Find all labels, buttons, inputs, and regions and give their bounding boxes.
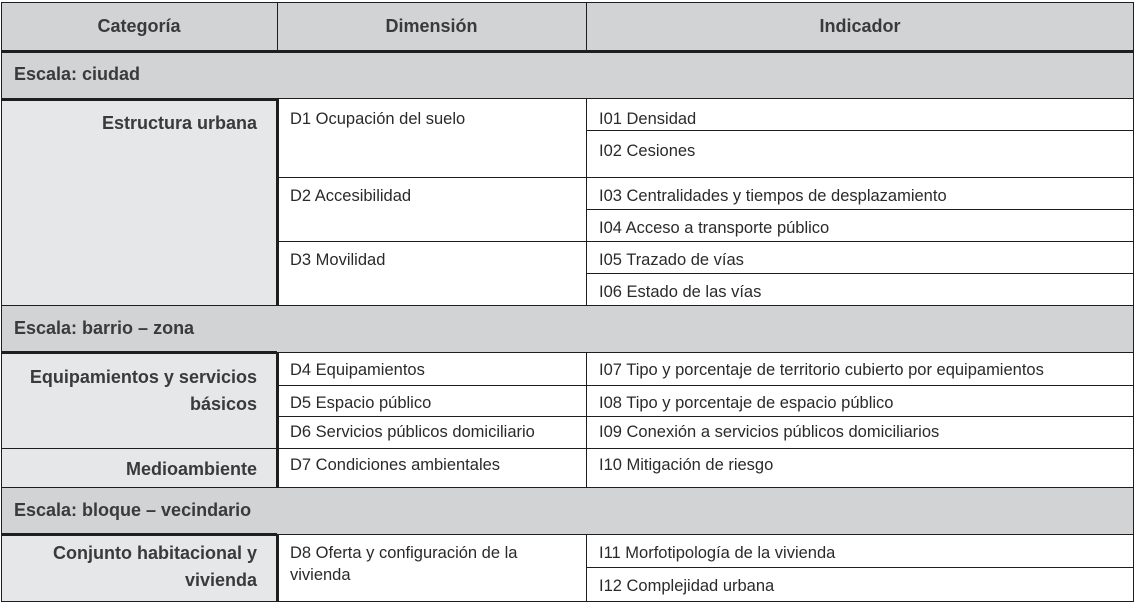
dimension-d6: D6 Servicios públicos domiciliario bbox=[277, 416, 586, 448]
dimension-d4: D4 Equipamientos bbox=[277, 352, 586, 385]
dimension-d1: D1 Ocupación del suelo bbox=[277, 98, 586, 177]
indicator-i04: I04 Acceso a transporte público bbox=[586, 209, 1134, 241]
category-equipamientos-line2: básicos bbox=[189, 394, 257, 414]
dimension-d8-line2: vivienda bbox=[290, 566, 351, 584]
scale2-bottom-rule-thick bbox=[1, 351, 277, 354]
rule-d2-d3 bbox=[277, 241, 1134, 242]
rule-d5-d6 bbox=[277, 416, 1134, 417]
dim3-right-rule bbox=[586, 534, 587, 602]
dimension-d5: D5 Espacio público bbox=[277, 385, 586, 416]
indicator-i07: I07 Tipo y porcentaje de territorio cubierto por equipamientos bbox=[586, 352, 1134, 385]
cat3-right-rule bbox=[276, 534, 279, 602]
category-medioambiente: Medioambiente bbox=[1, 448, 277, 487]
indicator-i08: I08 Tipo y porcentaje de espacio público bbox=[586, 385, 1134, 416]
dim2-right-rule bbox=[586, 352, 587, 487]
indicator-i03: I03 Centralidades y tiempos de desplazamiento bbox=[586, 177, 1134, 209]
border-top bbox=[1, 2, 1134, 3]
scale1-bottom-rule-thick bbox=[1, 98, 277, 101]
category-equipamientos-servicios bbox=[1, 352, 277, 448]
category-estructura-urbana: Estructura urbana bbox=[1, 98, 277, 305]
indicator-i11: I11 Morfotipología de la vivienda bbox=[586, 534, 1134, 567]
header-divider-2 bbox=[586, 2, 587, 51]
indicator-i01: I01 Densidad bbox=[586, 98, 1134, 130]
category-equipamientos-line1: Equipamientos y servicios bbox=[29, 367, 257, 387]
scale-row-barrio-zona: Escala: barrio – zona bbox=[1, 305, 1134, 352]
indicator-i12: I12 Complejidad urbana bbox=[586, 567, 1134, 602]
header-divider-1 bbox=[277, 2, 278, 51]
dimension-d2: D2 Accesibilidad bbox=[277, 177, 586, 241]
cat1-right-rule bbox=[276, 98, 279, 305]
rule-i01-i02 bbox=[586, 130, 1134, 131]
scale3-bottom-rule bbox=[277, 534, 1134, 535]
category-conjunto-line1: Conjunto habitacional y bbox=[52, 543, 257, 563]
scale3-bottom-rule-thick bbox=[1, 533, 277, 536]
scale2-bottom-rule bbox=[277, 352, 1134, 353]
indicator-i06: I06 Estado de las vías bbox=[586, 273, 1134, 305]
rule-d6-d7 bbox=[1, 448, 1134, 449]
cat2-right-rule bbox=[276, 352, 279, 487]
scale-row-ciudad: Escala: ciudad bbox=[1, 51, 1134, 98]
border-left bbox=[1, 2, 2, 602]
rule-d4-d5 bbox=[277, 385, 1134, 386]
rule-i11-i12 bbox=[586, 567, 1134, 568]
rule-section2-end bbox=[1, 487, 1134, 488]
border-bottom bbox=[1, 601, 1134, 602]
scale-row-bloque-vecindario: Escala: bloque – vecindario bbox=[1, 487, 1134, 534]
indicator-i02: I02 Cesiones bbox=[586, 130, 1134, 177]
indicator-i09: I09 Conexión a servicios públicos domiciliarios bbox=[586, 416, 1134, 448]
dimension-d7: D7 Condiciones ambientales bbox=[277, 448, 586, 487]
border-right bbox=[1133, 2, 1134, 602]
dimension-d8 bbox=[277, 534, 586, 602]
header-bottom-rule bbox=[1, 50, 1134, 53]
category-conjunto-habitacional bbox=[1, 534, 277, 602]
rule-i03-i04 bbox=[586, 209, 1134, 210]
rule-section1-end bbox=[1, 305, 1134, 306]
header-indicador: Indicador bbox=[586, 2, 1134, 51]
dimension-d8-line1: D8 Oferta y configuración de la bbox=[290, 544, 518, 562]
rule-i05-i06 bbox=[586, 273, 1134, 274]
indicator-i05: I05 Trazado de vías bbox=[586, 241, 1134, 273]
scale1-bottom-rule bbox=[277, 98, 1134, 99]
rule-d1-d2 bbox=[277, 177, 1134, 178]
dimension-d3: D3 Movilidad bbox=[277, 241, 586, 305]
indicator-i10: I10 Mitigación de riesgo bbox=[586, 448, 1134, 487]
category-conjunto-line2: vivienda bbox=[184, 570, 257, 590]
header-categoria: Categoría bbox=[1, 2, 277, 51]
header-dimension: Dimensión bbox=[277, 2, 586, 51]
